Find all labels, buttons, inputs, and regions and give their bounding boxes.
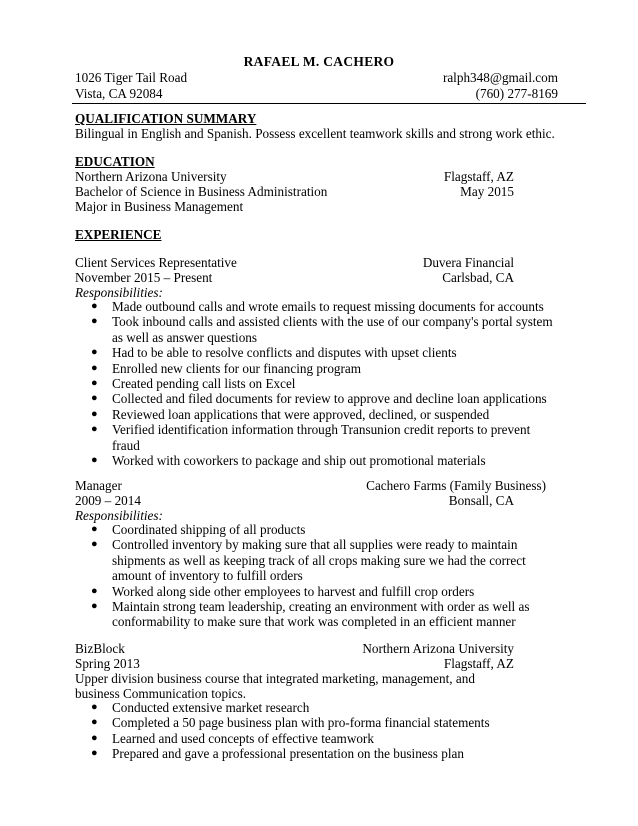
bullet-icon: ●	[91, 600, 98, 613]
project-location: Flagstaff, AZ	[443, 656, 514, 671]
project-description: Upper division business course that integrated marketing, management, and business Communication topics.	[75, 671, 475, 701]
education-date: May 2015	[460, 184, 514, 199]
bullet-icon: ●	[91, 731, 98, 744]
bullet-icon: ●	[91, 584, 98, 597]
bullet-icon: ●	[91, 377, 98, 390]
bullet-icon: ●	[91, 392, 98, 405]
bullet-icon: ●	[91, 300, 98, 312]
summary-text: Bilingual in English and Spanish. Possess excellent teamwork skills and strong work ethic.	[75, 126, 555, 141]
project-dates: Spring 2013	[75, 656, 140, 671]
list-item: ● Had to be able to resolve conflicts and disputes with upset clients	[91, 345, 457, 361]
job-2-bullet-list	[91, 522, 561, 630]
email: ralph348@gmail.com	[442, 70, 558, 85]
resume-name: RAFAEL M. CACHERO	[243, 54, 395, 69]
list-item: ● Made outbound calls and wrote emails to request missing documents for accounts	[91, 299, 544, 314]
job-1-responsibilities-label: Responsibilities:	[75, 285, 163, 300]
list-item: ● Completed a 50 page business plan with pro-forma financial statements	[91, 715, 490, 731]
job-2-responsibilities-label: Responsibilities:	[75, 508, 163, 523]
phone: (760) 277-8169	[475, 86, 558, 101]
job-1-bullet-list	[91, 299, 561, 468]
bullet-icon: ●	[91, 538, 98, 551]
education-location: Flagstaff, AZ	[443, 169, 514, 184]
job-1-title: Client Services Representative	[75, 255, 237, 270]
bullet-icon: ●	[91, 315, 98, 328]
list-item: ● Conducted extensive market research	[91, 700, 310, 715]
address-line-2: Vista, CA 92084	[75, 86, 163, 101]
list-item: ● Worked along side other employees to harvest and fulfill crop orders	[91, 583, 475, 599]
list-item: ● Maintain strong team leadership, creating an environment with order as well as conformability to make sure that work was completed in an efficient manner	[91, 599, 530, 630]
job-1-location: Carlsbad, CA	[442, 270, 514, 285]
bullet-icon: ●	[91, 747, 98, 760]
list-item: ● Controlled inventory by making sure that all supplies were ready to maintain shipments as well as keeping track of all crops making sure we had the correct amount of inventory to fulfill orders	[91, 537, 526, 584]
job-2-title: Manager	[75, 478, 122, 493]
project-title: BizBlock	[75, 641, 125, 656]
job-1-company: Duvera Financial	[422, 255, 514, 270]
list-item: ● Worked with coworkers to package and ship out promotional materials	[91, 453, 486, 469]
list-item: ● Enrolled new clients for our financing program	[91, 360, 362, 376]
list-item: ● Prepared and gave a professional presentation on the business plan	[91, 746, 464, 762]
bullet-icon: ●	[91, 423, 98, 436]
education-school: Northern Arizona University	[75, 169, 227, 184]
bullet-icon: ●	[91, 701, 98, 713]
bullet-icon: ●	[91, 346, 98, 359]
bullet-icon: ●	[91, 407, 98, 420]
list-item: ● Took inbound calls and assisted clients with the use of our company's portal system as well as answer questions	[91, 314, 553, 345]
experience-heading: EXPERIENCE	[75, 227, 162, 242]
job-1-dates: November 2015 – Present	[75, 270, 213, 285]
list-item: ● Collected and filed documents for review to approve and decline loan applications	[91, 391, 547, 407]
project-bullet-list	[91, 700, 561, 762]
education-degree: Bachelor of Science in Business Administration	[75, 184, 328, 199]
job-2-company: Cachero Farms (Family Business)	[366, 478, 546, 493]
education-heading: EDUCATION	[75, 154, 155, 169]
bullet-icon: ●	[91, 716, 98, 729]
bullet-icon: ●	[91, 361, 98, 374]
list-item: ● Created pending call lists on Excel	[91, 376, 296, 392]
list-item: ● Reviewed loan applications that were approved, declined, or suspended	[91, 406, 490, 422]
address-line-1: 1026 Tiger Tail Road	[75, 70, 188, 85]
bullet-icon: ●	[91, 523, 98, 535]
education-major: Major in Business Management	[75, 199, 244, 214]
job-2-location: Bonsall, CA	[448, 493, 514, 508]
project-org: Northern Arizona University	[362, 641, 514, 656]
list-item: ● Verified identification information through Transunion credit reports to prevent fraud	[91, 422, 531, 453]
bullet-icon: ●	[91, 454, 98, 467]
job-2-dates: 2009 – 2014	[75, 493, 141, 508]
header-divider	[72, 103, 586, 104]
summary-heading: QUALIFICATION SUMMARY	[75, 111, 257, 126]
list-item: ● Learned and used concepts of effective teamwork	[91, 730, 374, 746]
list-item: ● Coordinated shipping of all products	[91, 522, 306, 537]
